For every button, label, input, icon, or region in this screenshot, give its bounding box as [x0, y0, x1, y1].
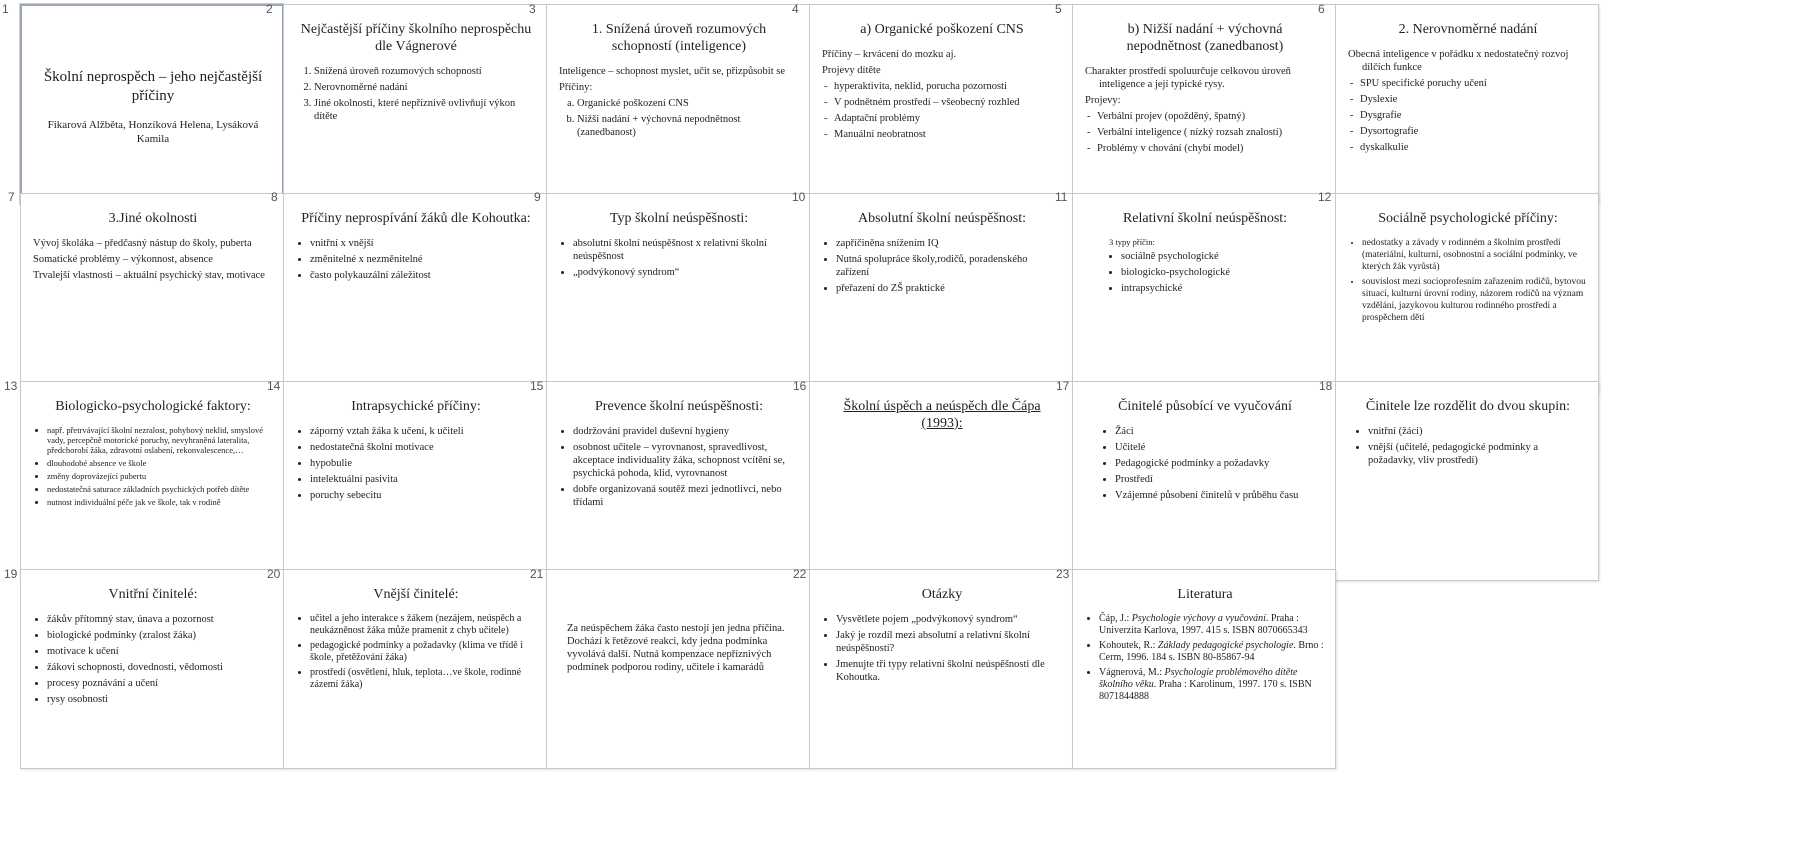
slide-title: Literatura	[1177, 587, 1233, 602]
list-item: • biologicko-psychologické	[1121, 266, 1325, 279]
list-item: • procesy poznávání a učení	[47, 677, 273, 690]
slide-text: Obecná inteligence v pořádku x nedostatečný rozvoj dílčích funkce	[1348, 49, 1569, 73]
slide-title: Intrapsychické příčiny:	[351, 399, 481, 414]
slide-title: Školní úspěch a neúspěch dle Čápa (1993):	[843, 399, 1041, 431]
list-item: - Dysgrafie	[1360, 109, 1588, 122]
list-item: • přeřazení do ZŠ praktické	[836, 282, 1062, 295]
slide-text: Vývoj školáka – předčasný nástup do školy, puberta	[33, 238, 252, 249]
slide-thumbnail-12[interactable]	[1335, 193, 1599, 393]
slide-thumbnail-11[interactable]	[1072, 193, 1336, 393]
list-item: • dodržování pravidel duševní hygieny	[573, 425, 799, 438]
slide-number: 15	[530, 379, 544, 393]
list-item: • motivace k učení	[47, 645, 273, 658]
list-item: - dyskalkulie	[1360, 141, 1588, 154]
list-item: • prostředí (osvětlení, hluk, teplota…ve škole, rodinné zázemí žáka)	[310, 667, 536, 691]
reference-item: • Vágnerová, M.: Psychologie problémového dítěte školního věku. Praha : Karolinum, 1997. 170 s. ISBN 8071844888	[1099, 667, 1325, 703]
list-item: • nutnost individuální péče jak ve škole, tak v rodině	[47, 497, 273, 507]
slide-text: Za neúspěchem žáka často nestojí jen jedna příčina. Dochází k řetězové reakci, kdy jedna podmínka vyvolává další. Nutná kompenzace nepříznivých podmínek podporou rodiny, učitele i kamarádů	[567, 623, 785, 673]
slide-thumbnail-15[interactable]	[546, 381, 810, 581]
list-item: • zapříčiněna snížením IQ	[836, 237, 1062, 250]
slide-number: 2	[266, 2, 273, 16]
slide-title: Příčiny neprospívání žáků dle Kohoutka:	[301, 211, 531, 226]
slide-thumbnail-4[interactable]	[809, 4, 1073, 204]
slide-title: Vnější činitelé:	[373, 587, 459, 602]
slide-text: Příčiny – krvácení do mozku aj.	[822, 49, 957, 60]
list-item: • sociálně psychologické	[1121, 250, 1325, 263]
list-item: • nedostatečná školní motivace	[310, 441, 536, 454]
list-item: • nedostatky a závady v rodinném a školním prostředí (materiální, kulturní, osobnostní a sociální podmínky, ve kterých žák vyrůstá)	[1362, 237, 1588, 273]
list-item: • intelektuální pasivita	[310, 473, 536, 486]
slide-thumbnail-13[interactable]	[20, 381, 284, 581]
list-item: - Verbální projev (opožděný, špatný)	[1097, 110, 1325, 123]
slide-title: Typ školní neúspěšnosti:	[609, 211, 749, 226]
slide-thumbnail-8[interactable]	[283, 193, 547, 393]
list-item: - Verbální inteligence ( nízký rozsah znalostí)	[1097, 126, 1325, 139]
slide-text: Trvalejší vlastnosti – aktuální psychický stav, motivace	[33, 270, 265, 281]
list-item: • vnější (učitelé, pedagogické podmínky a požadavky, vliv prostředí)	[1368, 441, 1588, 467]
slide-number: 13	[4, 379, 18, 393]
slide-title: Sociálně psychologické příčiny:	[1378, 211, 1558, 226]
slide-number: 10	[792, 190, 806, 204]
slide-thumbnail-18[interactable]	[1335, 381, 1599, 581]
list-item: - hyperaktivita, neklid, porucha pozornosti	[834, 80, 1062, 93]
slide-thumbnail-19[interactable]	[20, 569, 284, 769]
list-item: 2. Nerovnoměrné nadání	[314, 81, 536, 94]
slide-number: 11	[1055, 190, 1068, 204]
slide-number: 12	[1318, 190, 1332, 204]
slide-text: Inteligence – schopnost myslet, učit se, přizpůsobit se	[559, 66, 785, 77]
list-item: • Jmenujte tři typy relativní školní neúspěšnosti dle Kohoutka.	[836, 658, 1062, 684]
slide-title: Prevence školní neúspěšnosti:	[595, 399, 763, 414]
slide-thumbnail-2[interactable]	[283, 4, 547, 204]
list-item: • žákův přítomný stav, únava a pozornost	[47, 613, 273, 626]
reference-item: • Čáp, J.: Psychologie výchovy a vyučování. Praha : Univerzita Karlova, 1997. 415 s. ISBN 8070665343	[1099, 613, 1325, 637]
list-item: • např. přetrvávající školní nezralost, pohybový neklid, smyslové vady, percepčně motorické poruchy, nevyhraněná lateralita, předchorobí žáka, zdravotní oslabení, rekonvalescence,…	[47, 425, 273, 455]
slide-title: a) Organické poškození CNS	[860, 22, 1024, 37]
list-item: • pedagogické podmínky a požadavky (klima ve třídě i škole, přetěžování žáka)	[310, 640, 536, 664]
list-item: • intrapsychické	[1121, 282, 1325, 295]
list-item: • Jaký je rozdíl mezi absolutní a relativní školní neúspěšností?	[836, 629, 1062, 655]
list-item: • Pedagogické podmínky a požadavky	[1115, 457, 1325, 470]
slide-thumbnail-10[interactable]	[809, 193, 1073, 393]
slide-title: Vnitřní činitelé:	[108, 587, 198, 602]
slide-thumbnail-23[interactable]	[1072, 569, 1336, 769]
list-item: - Adaptační problémy	[834, 112, 1062, 125]
list-item: • Žáci	[1115, 425, 1325, 438]
list-item: • souvislost mezi socioprofesním zařazením rodičů, bytovou situací, kulturní úrovní rodiny, názorem rodičů na význam vzdělání, jazykovou kulturou rodinného prostředí a prospěchem dětí	[1362, 276, 1588, 324]
list-item: • Prostředí	[1115, 473, 1325, 486]
slide-text: Somatické problémy – výkonnost, absence	[33, 254, 213, 265]
list-item: • učitel a jeho interakce s žákem (nezájem, neúspěch a neukázněnost žáka může pramenit z chyb učitele)	[310, 613, 536, 637]
slide-number: 19	[4, 567, 18, 581]
slide-text: Projevy dítěte	[822, 65, 881, 76]
slide-title: Otázky	[921, 587, 963, 602]
list-item: • poruchy sebecitu	[310, 489, 536, 502]
slide-number: 8	[271, 190, 278, 204]
slide-title: b) Nižší nadání + výchovná nepodnětnost (zanedbanost)	[1126, 22, 1284, 54]
reference-item: • Kohoutek, R.: Základy pedagogické psychologie. Brno : Cerm, 1996. 184 s. ISBN 80-85867-94	[1099, 640, 1325, 664]
list-item: 3. Jiné okolnosti, které nepříznivě ovlivňují výkon dítěte	[314, 97, 536, 123]
slide-thumbnail-9[interactable]	[546, 193, 810, 393]
list-item: • vnitřní (žáci)	[1368, 425, 1588, 438]
slide-number: 20	[267, 567, 281, 581]
slide-title: 2. Nerovnoměrné nadání	[1398, 22, 1538, 37]
list-item: - V podnětném prostředí – všeobecný rozhled	[834, 96, 1062, 109]
slide-thumbnail-7[interactable]	[20, 193, 284, 393]
list-item: • nedostatečná saturace základních psychických potřeb dítěte	[47, 484, 273, 494]
slide-number: 6	[1318, 2, 1325, 16]
slide-title: 1. Snížená úroveň rozumových schopností (inteligence)	[591, 22, 767, 54]
list-item: • „podvýkonový syndrom“	[573, 266, 799, 279]
slide-text: Charakter prostředí spoluurčuje celkovou úroveň inteligence a její typické rysy.	[1085, 66, 1291, 90]
slide-number: 5	[1055, 2, 1062, 16]
slide-thumbnail-17[interactable]	[1072, 381, 1336, 581]
slide-thumbnail-22[interactable]	[809, 569, 1073, 769]
list-item: • žákovi schopnosti, dovednosti, vědomosti	[47, 661, 273, 674]
list-item: • osobnost učitele – vyrovnanost, spravedlivost, akceptace individuality žáka, schopnost vcítění se, psychická pohoda, klid, vyrovnanost	[573, 441, 799, 480]
slide-title: Nejčastější příčiny školního neprospěchu dle Vágnerové	[300, 22, 532, 54]
slide-thumbnail-21[interactable]	[546, 569, 810, 769]
slide-authors: Fikarová Alžběta, Honzíková Helena, Lysáková Kamila	[47, 119, 259, 145]
slide-number: 4	[792, 2, 799, 16]
list-item: • změny doprovázející pubertu	[47, 471, 273, 481]
list-item: a. Organické poškození CNS	[577, 97, 799, 110]
slide-title: Činitelé působící ve vyučování	[1118, 399, 1292, 414]
list-item: • změnitelné x nezměnitelné	[310, 253, 536, 266]
slide-thumbnail-20[interactable]	[283, 569, 547, 769]
slide-number: 14	[267, 379, 281, 393]
slide-number: 16	[793, 379, 807, 393]
slide-text: Příčiny:	[559, 82, 593, 93]
slide-text: Projevy:	[1085, 95, 1121, 106]
slide-number: 18	[1319, 379, 1333, 393]
slide-thumbnail-6[interactable]	[1335, 4, 1599, 204]
slide-number: 21	[530, 567, 544, 581]
slide-text: 3 typy příčin:	[1109, 237, 1155, 247]
slide-number: 1	[2, 2, 9, 16]
list-item: - SPU specifické poruchy učení	[1360, 77, 1588, 90]
list-item: • rysy osobnosti	[47, 693, 273, 706]
slide-title: Relativní školní neúspěšnost:	[1122, 211, 1288, 226]
slide-title: Biologicko-psychologické faktory:	[55, 399, 251, 414]
list-item: • biologické podmínky (zralost žáka)	[47, 629, 273, 642]
slide-thumbnail-3[interactable]	[546, 4, 810, 204]
slide-number: 3	[529, 2, 536, 16]
slide-number: 17	[1056, 379, 1070, 393]
list-item: - Problémy v chování (chybí model)	[1097, 142, 1325, 155]
slide-thumbnail-14[interactable]	[283, 381, 547, 581]
list-item: • Vzájemné působení činitelů v průběhu času	[1115, 489, 1325, 502]
slide-title: 3.Jiné okolnosti	[108, 211, 198, 226]
list-item: b. Nižší nadání + výchovná nepodnětnost (zanedbanost)	[577, 113, 799, 139]
list-item: • dobře organizovaná soutěž mezi jednotlivci, nebo třídami	[573, 483, 799, 509]
slide-number: 22	[793, 567, 807, 581]
slide-thumbnail-5[interactable]	[1072, 4, 1336, 204]
list-item: - Dyslexie	[1360, 93, 1588, 106]
slide-title: Školní neprospěch – jeho nejčastější příčiny	[43, 69, 263, 104]
slide-title: Absolutní školní neúspěšnost:	[857, 211, 1026, 226]
list-item: • Učitelé	[1115, 441, 1325, 454]
slide-thumbnail-16[interactable]	[809, 381, 1073, 581]
list-item: • Vysvětlete pojem „podvýkonový syndrom“	[836, 613, 1062, 626]
slide-number: 9	[534, 190, 541, 204]
slide-title: Činitele lze rozdělit do dvou skupin:	[1365, 399, 1571, 414]
list-item: • vnitřní x vnější	[310, 237, 536, 250]
slide-number: 7	[8, 190, 15, 204]
list-item: • absolutní školní neúspěšnost x relativní školní neúspěšnost	[573, 237, 799, 263]
list-item: • často polykauzální záležitost	[310, 269, 536, 282]
slide-thumbnail-1[interactable]	[20, 4, 284, 204]
list-item: • hypobulie	[310, 457, 536, 470]
list-item: • záporný vztah žáka k učení, k učiteli	[310, 425, 536, 438]
list-item: 1. Snížená úroveň rozumových schopností	[314, 65, 536, 78]
list-item: - Manuální neobratnost	[834, 128, 1062, 141]
list-item: • dlouhodobé absence ve škole	[47, 458, 273, 468]
list-item: - Dysortografie	[1360, 125, 1588, 138]
list-item: • Nutná spolupráce školy,rodičů, poradenského zařízení	[836, 253, 1062, 279]
slide-number: 23	[1056, 567, 1070, 581]
